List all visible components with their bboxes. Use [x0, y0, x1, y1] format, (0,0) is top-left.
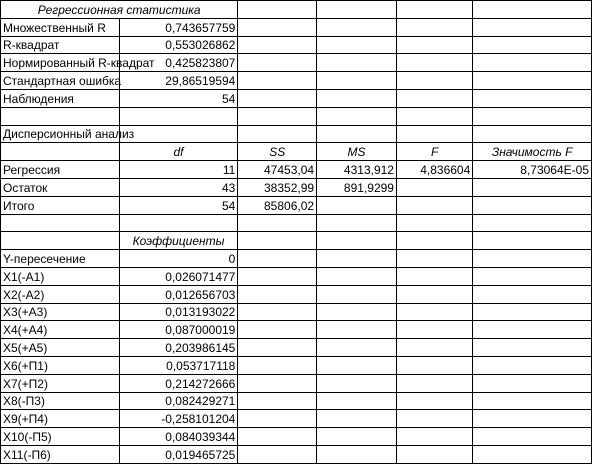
empty-cell[interactable] — [1, 143, 120, 161]
empty-cell[interactable] — [473, 285, 592, 303]
empty-cell[interactable] — [238, 107, 317, 125]
empty-cell[interactable] — [473, 303, 592, 321]
empty-cell[interactable] — [238, 267, 317, 285]
table-row — [1, 356, 592, 374]
empty-cell[interactable] — [473, 89, 592, 107]
empty-cell[interactable] — [396, 428, 472, 446]
coefficient-value[interactable]: -0,258101204 — [119, 410, 238, 428]
table-row — [1, 89, 592, 107]
table-row — [1, 410, 592, 428]
table-row — [1, 178, 592, 196]
coefficient-value[interactable]: 0,019465725 — [119, 445, 238, 463]
table-row — [1, 428, 592, 446]
empty-cell[interactable] — [238, 250, 317, 268]
empty-cell[interactable] — [396, 410, 472, 428]
anova-significance-f[interactable]: 8,73064E-05 — [473, 161, 592, 179]
coefficient-label[interactable]: X11(-П6) — [1, 445, 120, 463]
empty-cell[interactable] — [238, 18, 317, 36]
coefficient-label[interactable]: Y-пересечение — [1, 250, 120, 268]
empty-cell[interactable] — [473, 410, 592, 428]
empty-cell[interactable] — [396, 267, 472, 285]
table-row — [1, 321, 592, 339]
empty-cell[interactable] — [238, 285, 317, 303]
empty-cell[interactable] — [238, 356, 317, 374]
table-row — [1, 161, 592, 179]
empty-cell[interactable] — [396, 374, 472, 392]
empty-cell[interactable] — [396, 89, 472, 107]
empty-cell[interactable] — [238, 410, 317, 428]
table-row — [1, 285, 592, 303]
empty-cell[interactable] — [317, 107, 397, 125]
empty-cell[interactable] — [238, 321, 317, 339]
empty-cell[interactable] — [238, 125, 317, 143]
anova-row-label[interactable]: Остаток — [1, 178, 120, 196]
empty-cell[interactable] — [317, 285, 397, 303]
empty-cell[interactable] — [317, 410, 397, 428]
empty-cell[interactable] — [473, 36, 592, 54]
anova-ms[interactable]: 891,9299 — [317, 178, 397, 196]
stat-value[interactable]: 0,425823807 — [119, 54, 238, 72]
empty-cell[interactable] — [473, 214, 592, 232]
table-row — [1, 303, 592, 321]
anova-f[interactable] — [396, 178, 472, 196]
empty-cell[interactable] — [396, 214, 472, 232]
anova-df[interactable]: 54 — [119, 196, 238, 214]
empty-cell[interactable] — [473, 356, 592, 374]
coefficient-value[interactable]: 0,084039344 — [119, 428, 238, 446]
empty-cell[interactable] — [317, 36, 397, 54]
coefficient-label[interactable]: X5(+A5) — [1, 339, 120, 357]
empty-cell[interactable] — [396, 285, 472, 303]
empty-cell[interactable] — [317, 54, 397, 72]
table-row — [1, 72, 592, 90]
empty-cell[interactable] — [396, 54, 472, 72]
coefficient-label[interactable]: X3(+A3) — [1, 303, 120, 321]
empty-cell[interactable] — [473, 428, 592, 446]
empty-cell[interactable] — [396, 303, 472, 321]
table-row — [1, 445, 592, 463]
empty-cell[interactable] — [473, 374, 592, 392]
stat-value[interactable]: 0,743657759 — [119, 18, 238, 36]
coefficient-label[interactable]: X9(+П4) — [1, 410, 120, 428]
empty-cell[interactable] — [238, 392, 317, 410]
empty-cell[interactable] — [317, 250, 397, 268]
table-row — [1, 392, 592, 410]
empty-cell[interactable] — [238, 428, 317, 446]
table-row — [1, 18, 592, 36]
table-row — [1, 36, 592, 54]
empty-cell[interactable] — [317, 374, 397, 392]
column-header-ms[interactable]: MS — [317, 143, 397, 161]
anova-title-row — [1, 125, 592, 143]
empty-cell[interactable] — [317, 214, 397, 232]
empty-cell[interactable] — [396, 72, 472, 90]
empty-cell[interactable] — [119, 107, 238, 125]
empty-cell[interactable] — [238, 89, 317, 107]
empty-cell[interactable] — [473, 107, 592, 125]
empty-cell[interactable] — [119, 214, 238, 232]
stat-label[interactable]: Наблюдения — [1, 89, 120, 107]
column-header-f[interactable]: F — [396, 143, 472, 161]
anova-significance-f[interactable] — [473, 196, 592, 214]
anova-title[interactable]: Дисперсионный анализ — [1, 125, 120, 143]
empty-cell[interactable] — [317, 303, 397, 321]
empty-cell[interactable] — [317, 321, 397, 339]
anova-ss[interactable]: 85806,02 — [238, 196, 317, 214]
empty-cell[interactable] — [473, 267, 592, 285]
empty-cell[interactable] — [317, 89, 397, 107]
empty-cell[interactable] — [317, 356, 397, 374]
empty-cell[interactable] — [317, 1, 397, 19]
empty-cell[interactable] — [238, 374, 317, 392]
empty-cell[interactable] — [473, 18, 592, 36]
coefficient-label[interactable]: X1(-A1) — [1, 267, 120, 285]
coefficients-header-row — [1, 232, 592, 250]
anova-ss[interactable]: 47453,04 — [238, 161, 317, 179]
empty-cell[interactable] — [396, 36, 472, 54]
coefficient-label[interactable]: X2(-A2) — [1, 285, 120, 303]
empty-cell[interactable] — [473, 232, 592, 250]
empty-cell[interactable] — [396, 250, 472, 268]
empty-cell[interactable] — [238, 303, 317, 321]
empty-cell[interactable] — [396, 125, 472, 143]
empty-cell[interactable] — [396, 321, 472, 339]
empty-cell[interactable] — [396, 356, 472, 374]
table-row — [1, 339, 592, 357]
coefficient-label[interactable]: X6(+П1) — [1, 356, 120, 374]
empty-cell[interactable] — [1, 232, 120, 250]
empty-cell[interactable] — [396, 392, 472, 410]
empty-cell[interactable] — [396, 232, 472, 250]
coefficient-value[interactable]: 0 — [119, 250, 238, 268]
empty-cell[interactable] — [119, 125, 238, 143]
empty-cell[interactable] — [396, 18, 472, 36]
column-header-ss[interactable]: SS — [238, 143, 317, 161]
empty-cell[interactable] — [1, 107, 120, 125]
empty-cell[interactable] — [238, 214, 317, 232]
empty-cell[interactable] — [473, 1, 592, 19]
coefficients-header[interactable]: Коэффициенты — [119, 232, 238, 250]
coefficient-value[interactable]: 0,214272666 — [119, 374, 238, 392]
empty-cell[interactable] — [238, 54, 317, 72]
empty-cell[interactable] — [238, 72, 317, 90]
empty-cell[interactable] — [473, 339, 592, 357]
empty-cell[interactable] — [317, 428, 397, 446]
anova-f[interactable]: 4,836604 — [396, 161, 472, 179]
empty-cell[interactable] — [473, 250, 592, 268]
empty-cell[interactable] — [473, 321, 592, 339]
stat-label[interactable]: R-квадрат — [1, 36, 120, 54]
empty-cell[interactable] — [396, 107, 472, 125]
table-row — [1, 196, 592, 214]
stat-value[interactable]: 54 — [119, 89, 238, 107]
empty-cell[interactable] — [473, 125, 592, 143]
coefficient-value[interactable]: 0,026071477 — [119, 267, 238, 285]
stat-value[interactable]: 29,86519594 — [119, 72, 238, 90]
anova-significance-f[interactable] — [473, 178, 592, 196]
anova-f[interactable] — [396, 196, 472, 214]
empty-cell[interactable] — [473, 72, 592, 90]
anova-df[interactable]: 11 — [119, 161, 238, 179]
table-row — [1, 374, 592, 392]
coefficient-value[interactable]: 0,053717118 — [119, 356, 238, 374]
anova-ms[interactable]: 4313,912 — [317, 161, 397, 179]
anova-header-row — [1, 143, 592, 161]
empty-cell[interactable] — [317, 392, 397, 410]
empty-cell[interactable] — [473, 392, 592, 410]
coefficient-value[interactable]: 0,012656703 — [119, 285, 238, 303]
stat-label[interactable]: Стандартная ошибка — [1, 72, 120, 90]
empty-cell[interactable] — [317, 267, 397, 285]
empty-cell[interactable] — [317, 339, 397, 357]
anova-row-label[interactable]: Регрессия — [1, 161, 120, 179]
stat-label[interactable]: Множественный R — [1, 18, 120, 36]
empty-cell[interactable] — [238, 445, 317, 463]
blank-row — [1, 107, 592, 125]
coefficient-label[interactable]: X4(+A4) — [1, 321, 120, 339]
regression-statistics-header[interactable]: Регрессионная статистика — [1, 1, 238, 19]
empty-cell[interactable] — [1, 214, 120, 232]
anova-row-label[interactable]: Итого — [1, 196, 120, 214]
column-header-significance-f[interactable]: Значимость F — [473, 143, 592, 161]
column-header-df[interactable]: df — [119, 143, 238, 161]
empty-cell[interactable] — [238, 339, 317, 357]
empty-cell[interactable] — [396, 339, 472, 357]
empty-cell[interactable] — [317, 18, 397, 36]
regression-statistics-header-row — [1, 1, 592, 19]
coefficient-value[interactable]: 0,087000019 — [119, 321, 238, 339]
anova-ms[interactable] — [317, 196, 397, 214]
empty-cell[interactable] — [317, 232, 397, 250]
coefficient-value[interactable]: 0,203986145 — [119, 339, 238, 357]
blank-row — [1, 214, 592, 232]
table-row — [1, 267, 592, 285]
anova-ss[interactable]: 38352,99 — [238, 178, 317, 196]
coefficient-label[interactable]: X8(-П3) — [1, 392, 120, 410]
coefficient-label[interactable]: X10(-П5) — [1, 428, 120, 446]
empty-cell[interactable] — [238, 36, 317, 54]
empty-cell[interactable] — [317, 445, 397, 463]
empty-cell[interactable] — [317, 125, 397, 143]
coefficient-label[interactable]: X7(+П2) — [1, 374, 120, 392]
table-row — [1, 54, 592, 72]
empty-cell[interactable] — [396, 445, 472, 463]
empty-cell[interactable] — [238, 232, 317, 250]
empty-cell[interactable] — [238, 1, 317, 19]
empty-cell[interactable] — [317, 72, 397, 90]
anova-df[interactable]: 43 — [119, 178, 238, 196]
coefficient-value[interactable]: 0,082429271 — [119, 392, 238, 410]
empty-cell[interactable] — [473, 445, 592, 463]
coefficient-value[interactable]: 0,013193022 — [119, 303, 238, 321]
empty-cell[interactable] — [473, 54, 592, 72]
stat-value[interactable]: 0,553026862 — [119, 36, 238, 54]
stat-label[interactable]: Нормированный R-квадрат — [1, 54, 120, 72]
empty-cell[interactable] — [396, 1, 472, 19]
table-row — [1, 250, 592, 268]
